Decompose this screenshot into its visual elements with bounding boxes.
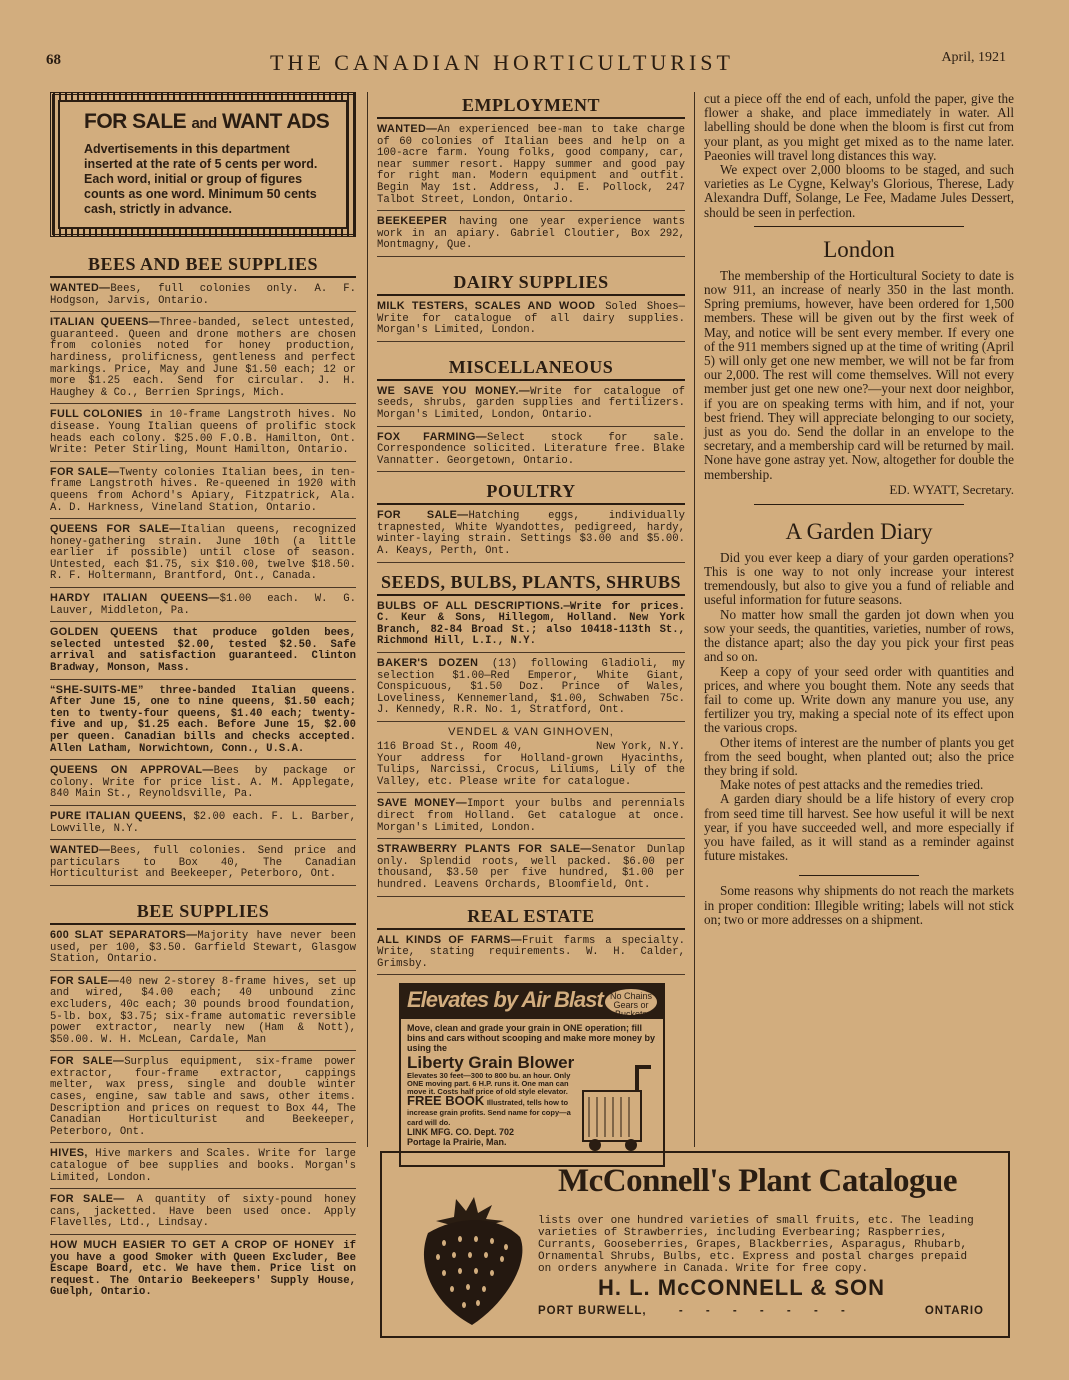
divider — [799, 875, 919, 876]
classified-ad: FOR SALE—Twenty colonies Italian bees, in ten-frame Langstroth hives. Re-queened in 1920 with queens from Achord's Apiary, Fitzpatrick, Ala. A. D. Harkness, Vineland Station, Ontario. — [50, 462, 356, 519]
article-paragraph: The membership of the Horticultural Society to date is now 911, an increase of nearly 350 in the last month. Spring premiums, however, have been ordered for 1,500 members. These will be given out by the first week of May, and notice will be sent every member. If every one of the 911 members signed up at the time of writing (April 5) will only get one new member, we will not be far from our 2,000. The rest will come themselves. Will not every member just get one new one?—your next door neighbor, if you are on speaking terms with him, and if not, your best friend. They will appreciate belonging to our society, just as you do. Send the dollar in an envelope to the secretary, and a membership card will be returned by mail. None have gone astray yet. Now, altogether for double the membership. — [704, 267, 1014, 482]
publication-title: THE CANADIAN HORTICULTURIST — [270, 50, 734, 75]
article-paragraph: Did you ever keep a diary of your garden operations? This is one way to not only increase your interest tremendously, but also to give you a fund of reliable and useful information for future seasons. — [704, 549, 1014, 608]
article-paragraph: Keep a copy of your seed order with quantities and prices, and where you bought them. Note any seeds that fail to come up. Write down any manure you use, any fertilizer you try, making a special note of its effect upon the various crops. — [704, 663, 1014, 736]
classified-ad: BEEKEEPER having one year experience wants work in an apiary. Gabriel Cloutier, Box 292, Montmagny, Que. — [377, 211, 685, 257]
classified-ad: STRAWBERRY PLANTS FOR SALE—Senator Dunlap only. Splendid roots, well packed. $6.00 per thousand, $3.50 per five hundred, $1.00 per hundred. Leavens Orchards, Bloomfield, Ont. — [377, 839, 685, 896]
column-right — [704, 92, 1014, 927]
advertiser-name: VENDEL & VAN GINHOVEN, — [448, 726, 614, 738]
section-heading: MISCELLANEOUS — [377, 354, 685, 381]
section-employment — [377, 92, 685, 257]
article-paragraph: Make notes of pest attacks and the remedies tried. — [720, 777, 984, 793]
section-heading: POULTRY — [377, 478, 685, 505]
article-paragraph: No matter how small the garden jot down when you sow your seeds, the quantities, varieties, number of rows, the distance apart; also the day you pick your first peas and so on. — [704, 606, 1014, 665]
advertiser-text: Your address for Holland-grown Hyacinths, Tulips, Narcissi, Crocus, Liliums, Lily of the Valley, etc. Please write for catalogue. — [377, 752, 685, 788]
classified-ad: WANTED—An experienced bee-man to take charge of 60 colonies of Italian bees and help on a 100-acre farm. Young folks, good company, car, near summer resort. Happy summer and good pay for right man. Modern equipment and outfit. Begin May 1st. Address, J. E. Pollock, 247 Talbot Street, London, Ontario. — [377, 119, 685, 211]
article-heading-london: London — [823, 236, 895, 262]
divider — [754, 226, 964, 227]
article-paragraph: A garden diary should be a life history of every crop from seed time till harvest. See how useful it will be next year, if you have succeeded well, and more especially if you have failed, as it will stand as a reminder against future mistakes. — [704, 791, 1014, 864]
column-middle — [377, 92, 685, 1167]
want-ads-rates: Advertisements in this department inserted at the rate of 5 cents per word. Each word, initial or group of figures counts as one word. Minimum 50 cents cash, strictly in advance. — [84, 142, 318, 216]
classified-ad: HARDY ITALIAN QUEENS—$1.00 each. W. G. Lauver, Middleton, Pa. — [50, 588, 356, 622]
section-bee-supplies — [50, 898, 356, 1303]
section-heading: DAIRY SUPPLIES — [377, 269, 685, 296]
classified-ad: FOR SALE—Surplus equipment, six-frame power extractor, four-frame extractor, cappings melter, wax press, single and double winter cases, engine, saw table and saws, other items. Description and prices on request to Box 44, The Canadian Horticulturist and Beekeeper, Peterboro, Ont. — [50, 1051, 356, 1143]
column-left — [50, 92, 356, 1303]
classified-ad: FOR SALE—40 new 2-storey 8-frame hives, set up and wired, $4.00 each; 40 unbound zinc excluders, 40c each; 30 pounds brood foundation, 5-lb. box, $3.75; six-frame automatic reversible power extractor, nearly new (Ham & Nott), $50.00. W. H. McLean, Cardale, Man — [50, 971, 356, 1052]
section-bees — [50, 251, 356, 886]
divider — [754, 504, 964, 505]
section-real-estate — [377, 903, 685, 976]
article-paragraph: Other items of interest are the number of plants you get from the seed bought, when planted out; also the price they bring if sold. — [704, 734, 1014, 778]
product-specs: Elevates 30 feet—300 to 800 bu. an hour. Only ONE moving part. 6 H.P. runs it. One man can move it. Costs half price of old style elevator. — [407, 1071, 571, 1097]
classified-ad: MILK TESTERS, SCALES AND WOOD Soled Shoes—Write for catalogue of all dairy supplies. Morgan's Limited, London. — [377, 296, 685, 342]
section-poultry — [377, 478, 685, 562]
classified-ad: ITALIAN QUEENS—Three-banded, select untested, guaranteed. Queen and drone mothers are chosen from colonies noted for honey production, hardiness, prolificness, gentleness and perfect markings. Price, May and June $1.50 each; 12 or more $1.25 each. Send for circular. J. H. Haughey & Co., Berrien Springs, Mich. — [50, 312, 356, 404]
ad-badge: No Chains Gears or Buckets — [605, 989, 657, 1015]
column-divider — [694, 92, 695, 1147]
advertiser-address: 116 Broad St., Room 40, New York, N.Y. — [377, 741, 685, 753]
classified-ad: GOLDEN QUEENS that produce golden bees, selected untested $2.00, tested $2.50. Safe arrival and satisfaction guaranteed. Clinton Bradway, Monson, Mass. — [50, 622, 356, 679]
grain-blower-ad — [399, 983, 665, 1167]
classified-ad: ALL KINDS OF FARMS—Fruit farms a specialty. Write, stating requirements. W. H. Calder, Grimsby. — [377, 930, 685, 976]
classified-ad: WANTED—Bees, full colonies. Send price and particulars to Box 40, The Canadian Horticulturist and Beekeeper, Peterboro, Ont. — [50, 840, 356, 886]
classified-ad — [377, 722, 685, 793]
classified-ad: QUEENS ON APPROVAL—Bees by package or colony. Write for price list. A. M. Applegate, 840 Main St., Reynoldsville, Pa. — [50, 760, 356, 806]
classified-ad: QUEENS FOR SALE—Italian queens, recognized honey-gathering strain. June 10th (a little earlier if possible) until close of season. Untested, each $1.75, six $10.00, twelve $18.50. R. F. Holtermann, Brantford, Ont., Canada. — [50, 519, 356, 588]
firm-name: H. L. McCONNELL & SON — [598, 1275, 886, 1300]
article-signature: ED. WYATT, Secretary. — [889, 481, 1014, 497]
section-heading: REAL ESTATE — [377, 903, 685, 930]
mcconnell-catalogue-ad — [380, 1151, 1010, 1338]
classified-ad: PURE ITALIAN QUEENS, $2.00 each. F. L. Barber, Lowville, N.Y. — [50, 806, 356, 840]
section-heading: BEE SUPPLIES — [50, 898, 356, 925]
strawberry-illustration — [408, 1191, 532, 1329]
section-heading: EMPLOYMENT — [377, 92, 685, 119]
catalogue-description: lists over one hundred varieties of small fruits, etc. The leading varieties of Strawberries, including Everbearing; Raspberries, Currants, Gooseberries, Grapes, Blackberries, Asparagus, Rhubarb, Ornamental Shrubs, Bulbs, etc. Express and postal charges prepaid on orders anywhere in Canada. Write for free copy. — [538, 1215, 974, 1275]
leader-dashes: - - - - - - - — [678, 1305, 855, 1317]
want-ads-box — [50, 92, 356, 237]
classified-ad: BAKER'S DOZEN (13) following Gladioli, my selection $1.00—Red Emperor, White Giant, Conspicuous, $1.50 Doz. Prince of Wales, Loveliness, Kennemerland, $1.00, Schwaben 75c. J. Kennedy, R.R. No. 1, Stratford, Ont. — [377, 653, 685, 722]
classified-ad: WE SAVE YOU MONEY.—Write for catalogue of seeds, shrubs, garden supplies and fertilizers. Morgan's Limited, London, Ontario. — [377, 381, 685, 427]
firm-location — [538, 1305, 984, 1317]
classified-ad: FOX FARMING—Select stock for sale. Correspondence solicited. Literature free. Blake Vannatter. Georgetown, Ontario. — [377, 427, 685, 473]
classified-ad: FOR SALE— A quantity of sixty-pound honey cans, jacketted. Have been used once. Apply Flavelles, Ltd., Lindsay. — [50, 1189, 356, 1235]
article-paragraph: We expect over 2,000 blooms to be staged, and such varieties as Le Cygne, Kelway's Glorious, Therese, Lady Alexandra Duff, Solange, Le Fee, Madame Jules Dessert, should be seen in perfection. — [704, 162, 1014, 220]
classified-ad: SAVE MONEY—Import your bulbs and perennials direct from Holland. Get catalogue at once. Morgan's Limited, London. — [377, 793, 685, 839]
issue-date: April, 1921 — [941, 50, 1006, 65]
catalogue-title: McConnell's Plant Catalogue — [558, 1163, 957, 1199]
classified-ad: “SHE-SUITS-ME” three-banded Italian queens. After June 15, one to nine queens, $1.50 each; ten to twenty-four queens, $1.40 each; twenty-five and up, $1.25 each. Before June 15, $2.00 per queen. Canadian bills and checks accepted. Allen Latham, Norwichtown, Conn., U.S.A. — [50, 680, 356, 761]
section-seeds — [377, 569, 685, 897]
classified-ad: HOW MUCH EASIER TO GET A CROP OF HONEY if you have a good Smoker with Queen Excluder, Bee Escape Board, etc. We have them. Price list on request. The Ontario Beekeepers' Supply House, Guelph, Ontario. — [50, 1239, 356, 1299]
maker-name: LINK MFG. CO. Dept. 702 — [407, 1127, 515, 1138]
column-divider — [367, 92, 368, 1147]
ad-banner — [401, 985, 663, 1019]
classified-ad: FOR SALE—Hatching eggs, individually trapnested, White Wyandottes, pedigreed, hardy, winter-laying strain. Settings $3.00 and $5.00. A. Keays, Perth, Ont. — [377, 505, 685, 562]
firm-town: PORT BURWELL, — [538, 1305, 647, 1317]
classified-ad: HIVES, Hive markers and Scales. Write for large catalogue of bee supplies and books. Morgan's Limited, London. — [50, 1143, 356, 1189]
ad-headline: Elevates by Air Blast — [407, 987, 603, 1013]
section-miscellaneous — [377, 354, 685, 473]
want-ads-inner — [58, 100, 348, 229]
page-header — [40, 50, 1010, 78]
article-paragraph: cut a piece off the end of each, unfold the paper, give the flower a shake, and place immediately in water. All labelling should be done when the bloom is first cut from your plant, as you might get mixed as to the name later. Paeonies will travel long distances this way. — [704, 91, 1014, 163]
classified-ad: WANTED—Bees, full colonies only. A. F. Hodgson, Jarvis, Ontario. — [50, 278, 356, 312]
section-dairy — [377, 269, 685, 342]
grain-blower-illustration — [575, 1061, 657, 1153]
want-ads-title: FOR SALE and WANT ADS — [84, 110, 330, 133]
free-book-label: FREE BOOK — [407, 1093, 485, 1109]
classified-ad: FULL COLONIES in 10-frame Langstroth hives. No disease. Young Italian queens of prolific stock heads each colony. $25.00 F.O.B. Hamilton, Ont. Write: Peter Stirling, Mount Hamilton, Ontario. — [50, 404, 356, 461]
maker-city: Portage la Prairie, Man. — [407, 1137, 507, 1148]
article-heading-garden-diary: A Garden Diary — [785, 518, 933, 544]
ad-intro: Move, clean and grade your grain in ONE operation; fill bins and cars without scooping and make more money by using the — [407, 1023, 656, 1054]
firm-province: ONTARIO — [924, 1305, 984, 1317]
section-heading: BEES AND BEE SUPPLIES — [50, 251, 356, 278]
classified-ad: 600 SLAT SEPARATORS—Majority have never been used, per 100, $3.50. Garfield Stewart, Glasgow Station, Ontario. — [50, 925, 356, 971]
section-heading: SEEDS, BULBS, PLANTS, SHRUBS — [377, 569, 685, 596]
article-paragraph: Some reasons why shipments do not reach the markets in proper condition: Illegible writing; labels will not stick on; two or more addresses on a shipment. — [704, 883, 1014, 927]
free-book-note: Illustrated, tells how to increase grain profits. Send name for copy—a card will do. — [407, 1098, 571, 1128]
product-name: Liberty Grain Blower — [407, 1053, 575, 1073]
page-number: 68 — [46, 52, 61, 68]
classified-ad: BULBS OF ALL DESCRIPTIONS.—Write for prices. C. Keur & Sons, Hillegom, Holland. New York Branch, 82-84 Broad St.; also 10418-113th St., Richmond Hill, L.I., N.Y. — [377, 596, 685, 653]
